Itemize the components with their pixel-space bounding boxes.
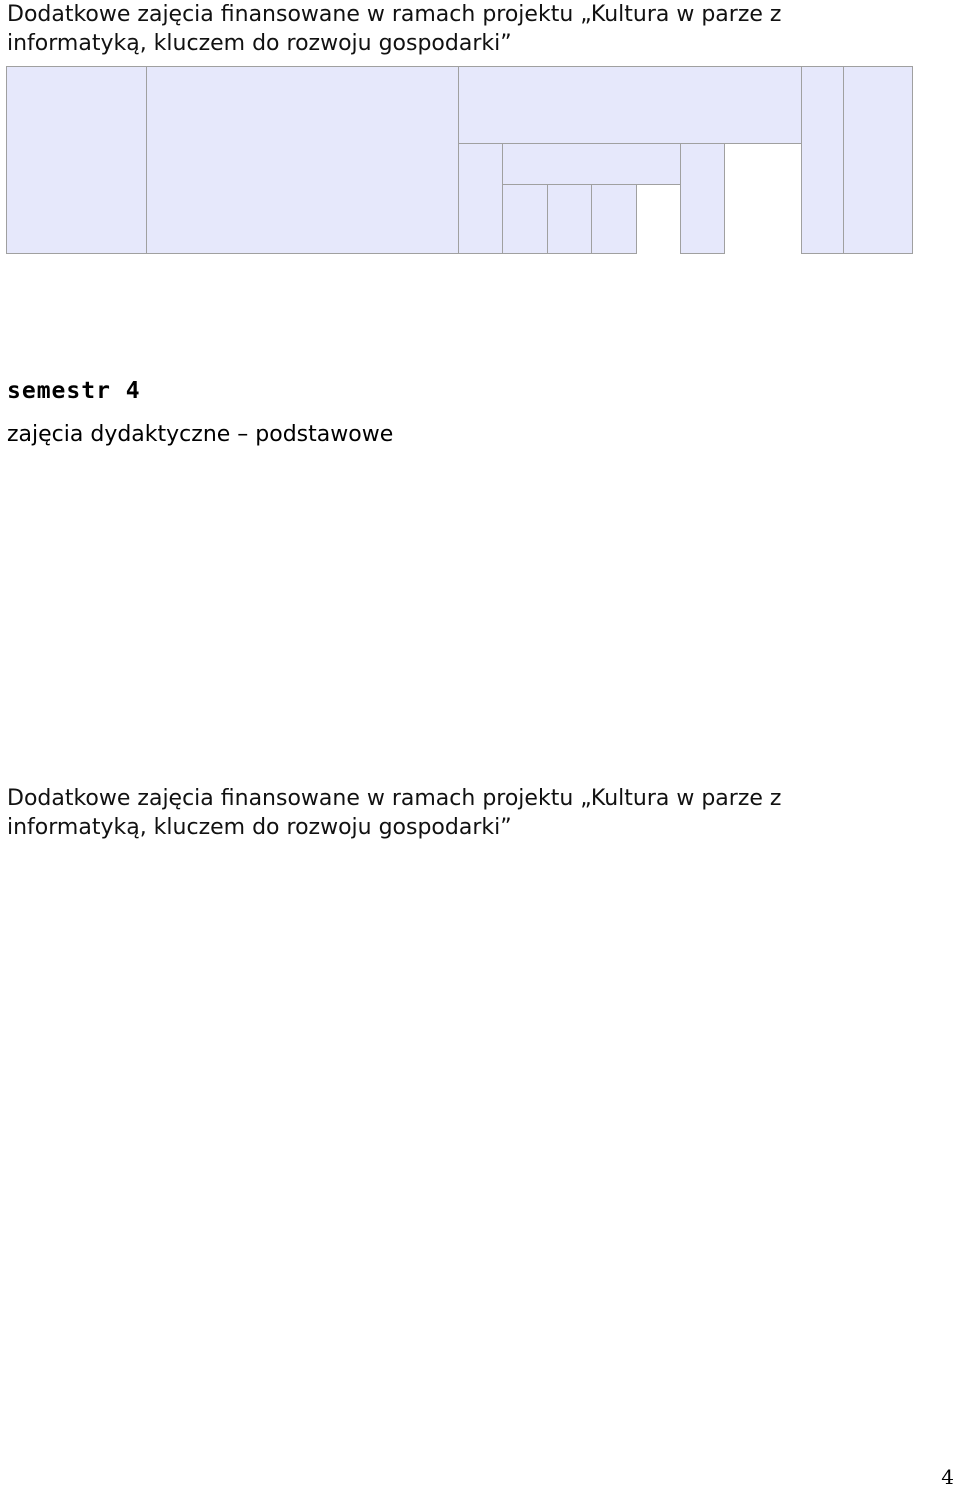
header-cell-ects — [843, 66, 913, 254]
header-cell-a — [502, 184, 548, 254]
header-cell-w — [458, 143, 503, 254]
semester-subtitle: zajęcia dydaktyczne – podstawowe — [7, 422, 394, 447]
header-cell-godziny — [458, 66, 802, 144]
semester-title: semestr 4 — [7, 378, 141, 404]
page-number: 4 — [941, 1465, 954, 1489]
document-heading-top: Dodatkowe zajęcia finansowane w ramach projektu „Kultura w parze z informatyką, kluczem do rozwoju gospodarki” — [7, 2, 782, 56]
header-cell-nazwa — [146, 66, 459, 254]
header-cell-gap — [680, 143, 725, 254]
document-heading-bottom: Dodatkowe zajęcia finansowane w ramach projektu „Kultura w parze z informatyką, kluczem do rozwoju gospodarki” — [7, 786, 782, 840]
header-cell-k — [547, 184, 592, 254]
header-cell-kod — [6, 66, 147, 254]
header-cell-ez — [801, 66, 844, 254]
header-cell-l — [591, 184, 637, 254]
header-cell-grupy — [502, 143, 681, 185]
